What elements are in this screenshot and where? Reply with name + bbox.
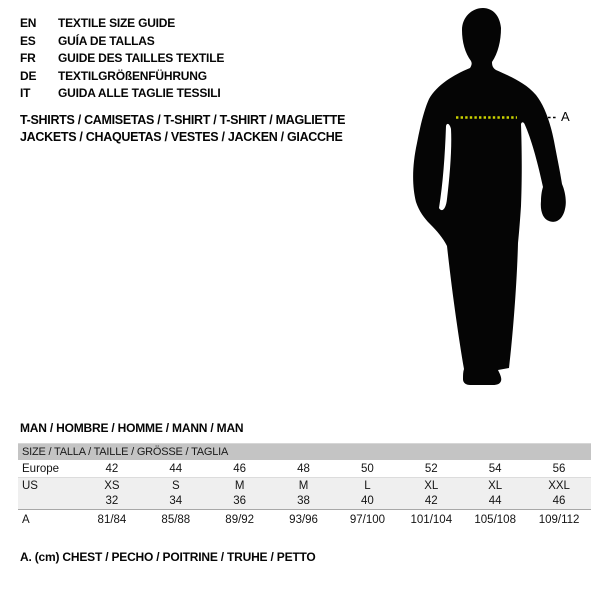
size-cell: 46 xyxy=(233,462,247,475)
size-cell: 97/100 xyxy=(349,513,386,526)
size-cell: XL xyxy=(488,479,503,492)
size-table xyxy=(18,443,591,529)
size-cell: 50 xyxy=(361,462,374,475)
language-code: EN xyxy=(20,16,37,30)
table-row-europe xyxy=(18,460,591,477)
size-cell: XL xyxy=(424,479,439,492)
size-cell: 81/84 xyxy=(97,513,127,526)
language-row-it xyxy=(20,85,224,103)
language-row-es xyxy=(20,33,224,51)
size-cell: 48 xyxy=(297,462,310,475)
size-cell: 52 xyxy=(424,462,438,475)
size-cell: 85/88 xyxy=(161,513,191,526)
size-cell: 54 xyxy=(488,462,502,475)
language-list xyxy=(20,15,224,103)
row-label: A xyxy=(22,513,30,526)
size-cell: 109/112 xyxy=(538,513,580,526)
language-label: GUIDA ALLE TAGLIE TESSILI xyxy=(58,86,221,100)
language-label: TEXTILE SIZE GUIDE xyxy=(58,16,176,30)
size-cell: 93/96 xyxy=(289,513,318,526)
size-cell: 42 xyxy=(105,462,119,475)
category-titles xyxy=(20,112,345,145)
man-silhouette-svg xyxy=(405,4,570,388)
size-cell: 56 xyxy=(552,462,566,475)
size-cell: 44 xyxy=(169,462,183,475)
language-label: TEXTILGRÖßENFÜHRUNG xyxy=(58,68,207,83)
size-cell: 32 xyxy=(105,495,119,507)
language-label: GUIDE DES TAILLES TEXTILE xyxy=(58,51,225,65)
size-cell: 101/104 xyxy=(410,513,453,526)
language-row-de xyxy=(20,68,224,86)
language-row-fr xyxy=(20,50,224,68)
language-code: IT xyxy=(20,86,31,100)
category-line-jackets: JACKETS / CHAQUETAS / VESTES / JACKEN / GIACCHE xyxy=(20,129,343,144)
size-cell: 36 xyxy=(233,495,247,507)
category-line-tshirts: T-SHIRTS / CAMISETAS / T-SHIRT / T-SHIRT / MAGLIETTE xyxy=(20,113,346,127)
size-cell: M xyxy=(234,479,245,492)
size-cell: 34 xyxy=(169,495,183,507)
size-cell: XS xyxy=(104,479,120,492)
size-cell: 44 xyxy=(488,495,502,507)
size-cell: 42 xyxy=(424,495,438,507)
language-code: FR xyxy=(20,51,36,65)
size-cell: 89/92 xyxy=(225,513,255,526)
man-silhouette-shape xyxy=(413,8,566,385)
size-cell: 40 xyxy=(361,495,374,507)
size-cell: M xyxy=(298,479,309,492)
size-cell: 46 xyxy=(552,495,566,507)
language-code: DE xyxy=(20,68,37,83)
row-label: Europe xyxy=(22,462,60,475)
size-cell: L xyxy=(364,479,371,492)
section-title-man: MAN / HOMBRE / HOMME / MANN / MAN xyxy=(20,421,244,435)
language-label: GUÍA DE TALLAS xyxy=(58,33,155,48)
measurement-footnote: A. (cm) CHEST / PECHO / POITRINE / TRUHE / PETTO xyxy=(20,550,316,564)
table-row-us xyxy=(18,477,591,493)
size-cell: S xyxy=(171,479,180,492)
language-code: ES xyxy=(20,33,36,48)
language-row-en xyxy=(20,15,224,33)
size-table-header: SIZE / TALLA / TAILLE / GRÖSSE / TAGLIA xyxy=(18,444,591,460)
size-cell: 38 xyxy=(297,495,310,507)
size-cell: 105/108 xyxy=(474,513,516,526)
table-row-chest-cm xyxy=(18,509,591,529)
size-cell: XXL xyxy=(548,479,570,492)
row-label: US xyxy=(22,479,38,492)
table-row-numeric xyxy=(18,493,591,509)
measure-label-a: A xyxy=(561,109,570,124)
man-silhouette-figure xyxy=(405,4,570,388)
